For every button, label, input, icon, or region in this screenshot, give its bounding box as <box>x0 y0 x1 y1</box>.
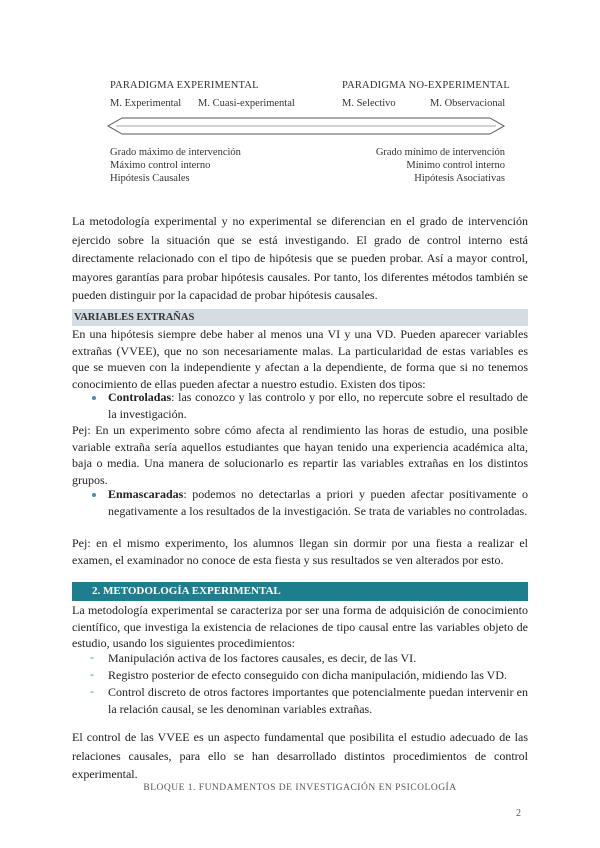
experimental-paragraph: La metodología experimental se caracteriza por ser una forma de adquisición de conocimiento científico, que investiga la existencia de relaciones de tipo causal entre las variables objeto de estudio, usando los siguientes procedimientos: <box>72 603 528 650</box>
experimental-heading: 2. METODOLOGÍA EXPERIMENTAL <box>72 582 528 601</box>
left-note: Máximo control interno <box>110 160 211 171</box>
example-1: Pej: En un experimento sobre cómo afecta al rendimiento las horas de estudio, una posible variable extraña sería aquellos estudiantes que hayan tenido una experiencia académica alta, baja o media. Una manera de solucionarlo es repartir las variables extrañas en los distintos grupos. <box>72 423 528 487</box>
bullet-dot <box>92 493 96 497</box>
variables-heading: VARIABLES EXTRAÑAS <box>72 309 528 326</box>
procedure-item: Registro posterior de efecto conseguido con dicha manipulación, midiendo las VD. <box>108 668 508 682</box>
right-notes <box>376 146 505 185</box>
footer-text: BLOQUE 1. FUNDAMENTOS DE INVESTIGACIÓN EN PSICOLOGÍA <box>143 783 457 793</box>
enmascaradas-term: Enmascaradas <box>108 487 184 501</box>
method-selective: M. Selectivo <box>342 98 396 109</box>
enmascaradas-text: : podemos no detectarlas a priori y pueden afectar positivamente o negativamente a los resultados de la investigación. Se trata de variables no controladas. <box>108 487 528 518</box>
bullet-dot <box>92 396 96 400</box>
intro-paragraph: La metodología experimental y no experimental se diferencian en el grado de intervención ejercido sobre la situación que se está investigando. El grado de control interno está directamente relacionado con el tipo de hipótesis que se pueden probar. Así a mayor control, mayores garantías para probar hipótesis causales. Por tanto, los diferentes métodos también se pueden distinguir por la capacidad de probar hipótesis causales. <box>72 214 528 302</box>
controladas-term: Controladas <box>108 390 172 404</box>
example-2: Pej: en el mismo experimento, los alumnos llegan sin dormir por una fiesta a realizar el examen, el examinador no conoce de esta fiesta y sus resultados se ven alterados por esto. <box>72 536 528 567</box>
right-paradigm-title: PARADIGMA NO-EXPERIMENTAL <box>342 80 510 91</box>
right-note: Mínimo control interno <box>406 160 505 171</box>
dash-bullet: - <box>90 684 94 698</box>
dash-bullet: - <box>90 650 94 664</box>
variables-paragraph: En una hipótesis siempre debe haber al menos una VI y una VD. Pueden aparecer variables extrañas (VVEE), que no son necesariamente malas. La particularidad de estas variables es que se mueven con la independiente y afectan a la dependiente, de forma que si no tenemos conocimiento de ellas pueden afectar a nuestro estudio. Existen dos tipos: <box>72 327 528 391</box>
procedure-item: Manipulación activa de los factores causales, es decir, de las VI. <box>108 651 417 665</box>
bullet-enmascaradas <box>108 486 528 519</box>
method-quasi-experimental: M. Cuasi-experimental <box>198 98 295 109</box>
right-note: Hipótesis Asociativas <box>414 173 505 184</box>
dash-bullet: - <box>90 667 94 681</box>
right-note: Grado mínimo de intervención <box>375 147 505 158</box>
bullet-controladas <box>108 389 528 422</box>
left-note: Hipótesis Causales <box>110 173 190 184</box>
left-notes <box>110 146 241 185</box>
left-paradigm-title: PARADIGMA EXPERIMENTAL <box>110 80 259 91</box>
page-number: 2 <box>516 808 522 819</box>
procedure-item: Control discreto de otros factores importantes que potencialmente puedan intervenir en la relación causal, se les denominan variables extrañas. <box>108 685 528 716</box>
controladas-text: : las conozco y las controlo y por ello, no repercute sobre el resultado de la investigación. <box>108 390 528 421</box>
method-observational: M. Observacional <box>430 98 506 109</box>
closing-paragraph: El control de las VVEE es un aspecto fundamental que posibilita el estudio adecuado de las relaciones causales, para ello se han desarrollado distintos procedimientos de control experimental. <box>72 730 528 781</box>
double-arrow <box>106 116 506 136</box>
left-note: Grado máximo de intervención <box>110 147 241 158</box>
method-experimental: M. Experimental <box>110 98 182 109</box>
